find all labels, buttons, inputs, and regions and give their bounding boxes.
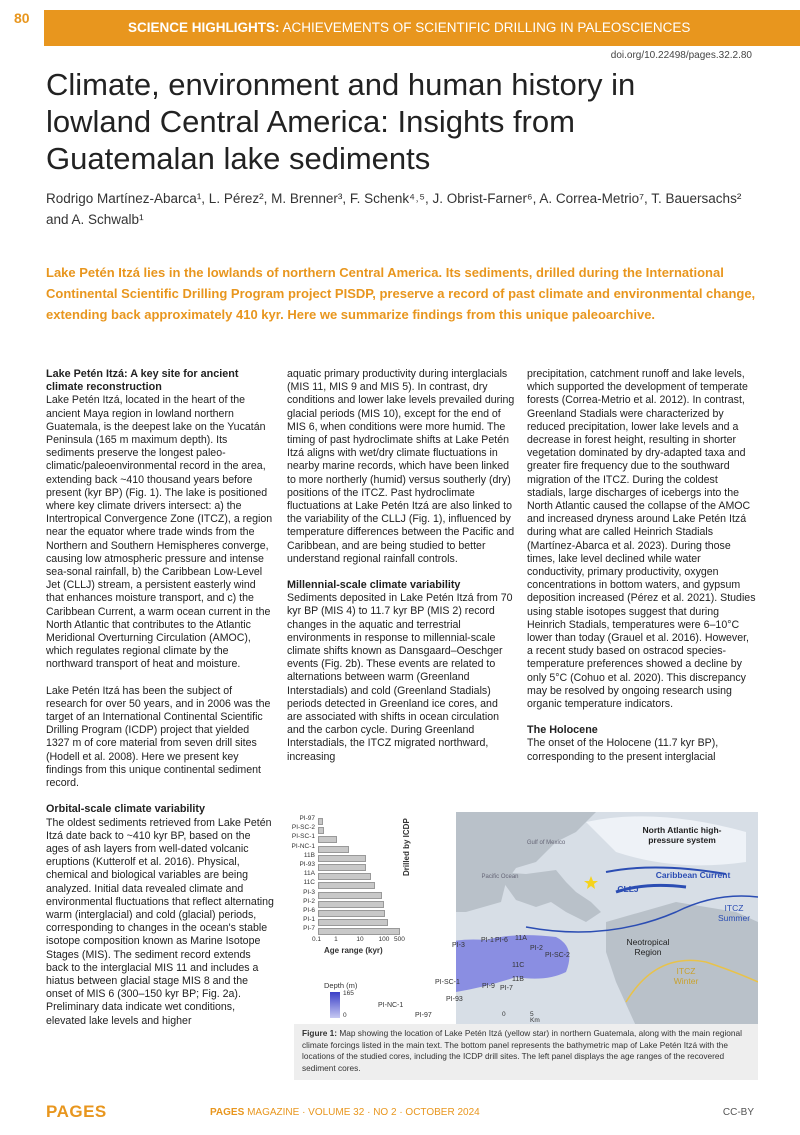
core-age-bar [318,910,385,917]
license: CC-BY [722,1107,754,1118]
label-caribbean-current: Caribbean Current [655,870,731,880]
lake-site-label: PI-6 [495,937,508,944]
author-list: Rodrigo Martínez-Abarca¹, L. Pérez², M. Brenner³, F. Schenk⁴˒⁵, J. Obrist-Farner⁶, A. Correa-Metrio⁷, T. Bauersachs² and A. Schwalb¹ [46,191,742,227]
caption-text: Map showing the location of Lake Petén Itzá (yellow star) in northern Guatemala, along with the main regional climate forcings listed in the main text. The bottom panel represents the bathymetric map of Lake Petén Itzá with the locations of the studied cores, including the ICDP drill sites. The left panel displays the age ranges of the recovered sediment cores. [302,1028,742,1073]
core-label: PI-6 [303,907,315,914]
section-title-rest: ACHIEVEMENTS OF SCIENTIFIC DRILLING IN PALEOSCIENCES [282,20,691,35]
label-clj: CLLJ [617,884,639,894]
drilled-by-icdp-label: Drilled by ICDP [402,818,411,876]
age-tick-label: 500 [394,936,405,943]
age-tick-label: 0.1 [312,936,322,943]
core-label: 11A [303,870,315,878]
pages-logo: PAGES [46,1102,107,1121]
depth-label: Depth (m) [324,981,358,990]
core-label: 11C [303,879,315,887]
depth-colorbar [330,992,340,1018]
core-age-bar [318,827,324,834]
lake-site-label: PI-SC-2 [545,952,570,959]
age-tick-label: 100 [378,936,390,943]
core-age-bar [318,846,349,853]
core-age-bar [318,855,366,862]
core-label: PI-3 [303,888,315,896]
depth-max: 165 [343,990,354,997]
core-age-bar [318,864,366,871]
heading-holocene: The Holocene [527,724,598,737]
footer-mag-bold: PAGES [210,1107,245,1118]
core-label: PI-2 [303,897,315,905]
section-title-bold: SCIENCE HIGHLIGHTS: [128,20,280,35]
footer-issue [210,1107,480,1118]
lake-site-label: PI-93 [446,996,463,1003]
label-north-atlantic: North Atlantic high-pressure system [642,825,722,845]
paragraph: Sediments deposited in Lake Petén Itzá from 70 kyr BP (MIS 4) to 11.7 kyr BP (MIS 2) record changes in the aquatic and terrestrial environments in response to millennial-scale climate shifts known as Dansgaard–Oeschger events (Fig. 2b). These events are related to alternations between warm (Greenland Interstadials) and cold (Greenland Stadials) periods detected in Greenland ice cores, and are associated with shifts in ocean circulation and the carbon cycle. During Greenland Interstadials, the ITCZ migrated northward, increasing [287,592,513,763]
lake-site-label: PI-97 [415,1012,432,1019]
core-label: PI-93 [299,861,315,868]
core-label: 11B [303,851,315,859]
age-tick-label: 10 [356,936,364,943]
lake-site-label: PI-7 [500,985,513,992]
core-label: PI-1 [303,916,315,924]
label-itcz-winter: ITCZ Winter [673,966,699,986]
scale-value: 0 [502,1011,506,1018]
lake-site-label: PI-NC-1 [378,1002,404,1009]
lake-site-label: PI-9 [482,983,495,990]
scale-value: Km [530,1017,540,1024]
core-age-bar [318,836,337,843]
footer-issue-text: MAGAZINE · VOLUME 32 · NO 2 · OCTOBER 2024 [247,1107,480,1118]
scale-value: 5 [530,1011,534,1018]
age-axis-label: Age range (kyr) [324,946,383,955]
doi-link[interactable]: doi.org/10.22498/pages.32.2.80 [610,50,752,61]
column-3 [527,368,757,764]
heading-orbital: Orbital-scale climate variability [46,803,206,816]
paragraph: precipitation, catchment runoff and lake levels, which supported the development of temperate forests (Correa-Metrio et al. 2012). In contrast, Greenland Stadials were characterized by reduced precipitation, lower lake levels and a decrease in forest height, resulting in shorter vegetation dominated by dry-adapted taxa and greater fire frequency due to the southward migration of the ITCZ. During the coldest stadials, large discharges of icebergs into the North Atlantic caused the collapse of the AMOC and increased dryness around Lake Petén Itzá during what are called Heinrich Stadials (Martínez-Abarca et al. 2023). During those times, lake level declined while water conductivity, primary productivity, oxygen concentrations in bottom waters, and gypsum deposition increased (Pérez et al. 2021). Studies using stable isotopes suggest that during Heinrich Stadials, temperatures were 6–10°C lower than today (Grauel et al. 2016). However, a recent study based on ostracod species-temperature preferences showed a decline by only 5°C (Cohuo et al. 2020). This discrepancy may be resolved by ongoing research using organic temperature indicators. [527,368,756,711]
lake-site-label: 11B [512,976,524,983]
article-title: Climate, environment and human history in lowland Central America: Insights from Guatemalan lake sediments [46,67,636,176]
label-gulf: Gulf of Mexico [526,840,566,846]
core-label: PI-7 [303,925,315,933]
lake-site-label: 11C [512,962,525,969]
header-bar [0,10,800,46]
core-label: PI-SC-2 [291,824,315,832]
paragraph: aquatic primary productivity during interglacials (MIS 11, MIS 9 and MIS 5). In contrast, dry conditions and lower lake levels prevailed during glacial periods (MIS 10), except for the end of MIS 6, when conditions were more humid. The timing of past hydroclimate shifts at Lake Petén Itzá aligns with wet/dry climate fluctuations in nearby marine records, which have been linked to more northerly (humid) versus southerly (dry) positions of the ITCZ. Past hydroclimate fluctuations at Lake Petén Itzá are also linked to the variability of the CLLJ (Fig. 1), influenced by temperature differences between the Pacific and Caribbean, and are being studied to better understand regional rainfall controls. [287,368,515,565]
column-1 [46,368,274,1028]
article-lede: Lake Petén Itzá lies in the lowlands of northern Central America. Its sediments, drilled during the International Continental Scientific Drilling Program project PISDP, preserve a record of past climate and environmental change, extending back approximately 410 kyr. Here we summarize findings from this unique paleoarchive. [46,265,756,322]
paragraph: Lake Petén Itzá has been the subject of research for over 50 years, and in 2006 was the target of an International Continental Scientific Drilling Program (ICDP) project that yielded 1327 m of core material from seven drill sites (Hodell et al. 2008). Here we present key findings from this unique continental sediment record. [46,684,271,790]
label-pacific: Pacific Ocean [481,874,519,880]
core-label: PI-97 [299,815,315,822]
depth-min: 0 [343,1012,347,1019]
figure-caption [302,1028,752,1074]
caption-label: Figure 1: [302,1028,338,1038]
lake-site-label: PI-2 [530,945,543,952]
core-age-bar [318,818,323,825]
column-2 [287,368,515,764]
core-age-bar [318,882,375,889]
heading-millennial: Millennial-scale climate variability [287,579,461,592]
core-age-bar [318,928,400,935]
lake-site-label: PI-3 [452,942,465,949]
paragraph: The oldest sediments retrieved from Lake Petén Itzá date back to ~410 kyr BP, based on the ages of ash layers from well-dated volcanic eruptions (Kutterolf et al. 2016). Physical, chemical and biological variables are being analyzed. Initial data revealed climate and environmental fluctuations that reflect alternating warm (interglacial) and cold (glacial) periods, corresponding to changes in the ocean's stable isotope composition known as Marine Isotope Stages (MIS). The sediment record extends back to the interglacial MIS 11 and includes a hiatus between glacial stage MIS 8 and the onset of MIS 6 (300–150 kyr BP; Fig. 2a). Preliminary data indicate wet conditions, elevated lake levels and higher [46,816,274,1027]
core-age-bar [318,901,384,908]
lake-site-label: 11A [515,935,527,942]
heading-key-site: Lake Petén Itzá: A key site for ancient climate reconstruction [46,368,239,394]
lake-site-label: PI-SC-1 [435,979,460,986]
label-itcz-summer: ITCZ Summer [717,903,751,923]
core-label: PI-NC-1 [291,842,315,850]
age-tick-label: 1 [334,936,338,943]
page-number: 80 [14,10,30,26]
core-label: PI-SC-1 [291,833,315,841]
core-age-bar [318,873,371,880]
paragraph: The onset of the Holocene (11.7 kyr BP), corresponding to the present interglacial [527,737,719,763]
lake-site-label: PI-1 [481,937,494,944]
core-age-bar [318,892,382,899]
label-neotropical: Neotropical Region [626,937,670,957]
core-age-bar [318,919,388,926]
paragraph: Lake Petén Itzá, located in the heart of the ancient Maya region in lowland northern Guatemala, is the deepest lake on the Yucatán Peninsula (165 m maximum depth). Its sediments preserve the longest paleo-climatic/paleoenvironmental record in the area, extending back ~410 thousand years before present (kyr BP) (Fig. 1). The lake is positioned where key climate drivers intersect: a) the Intertropical Convergence Zone (ITCZ), a region near the equator where trade winds from the Northern and Southern Hemispheres converge, causing low atmospheric pressure and intense sea-sonal rainfall, b) the Caribbean Low-Level Jet (CLLJ) stream, a persistent easterly wind that enhances moisture transport, and c) the Caribbean Current, a warm ocean current in the North Atlantic that contributes to the Atlantic Meridional Overturning Circulation (AMOC), which regulates regional climate by the northward transport of heat and moisture. [46,394,273,671]
section-title [128,20,690,35]
